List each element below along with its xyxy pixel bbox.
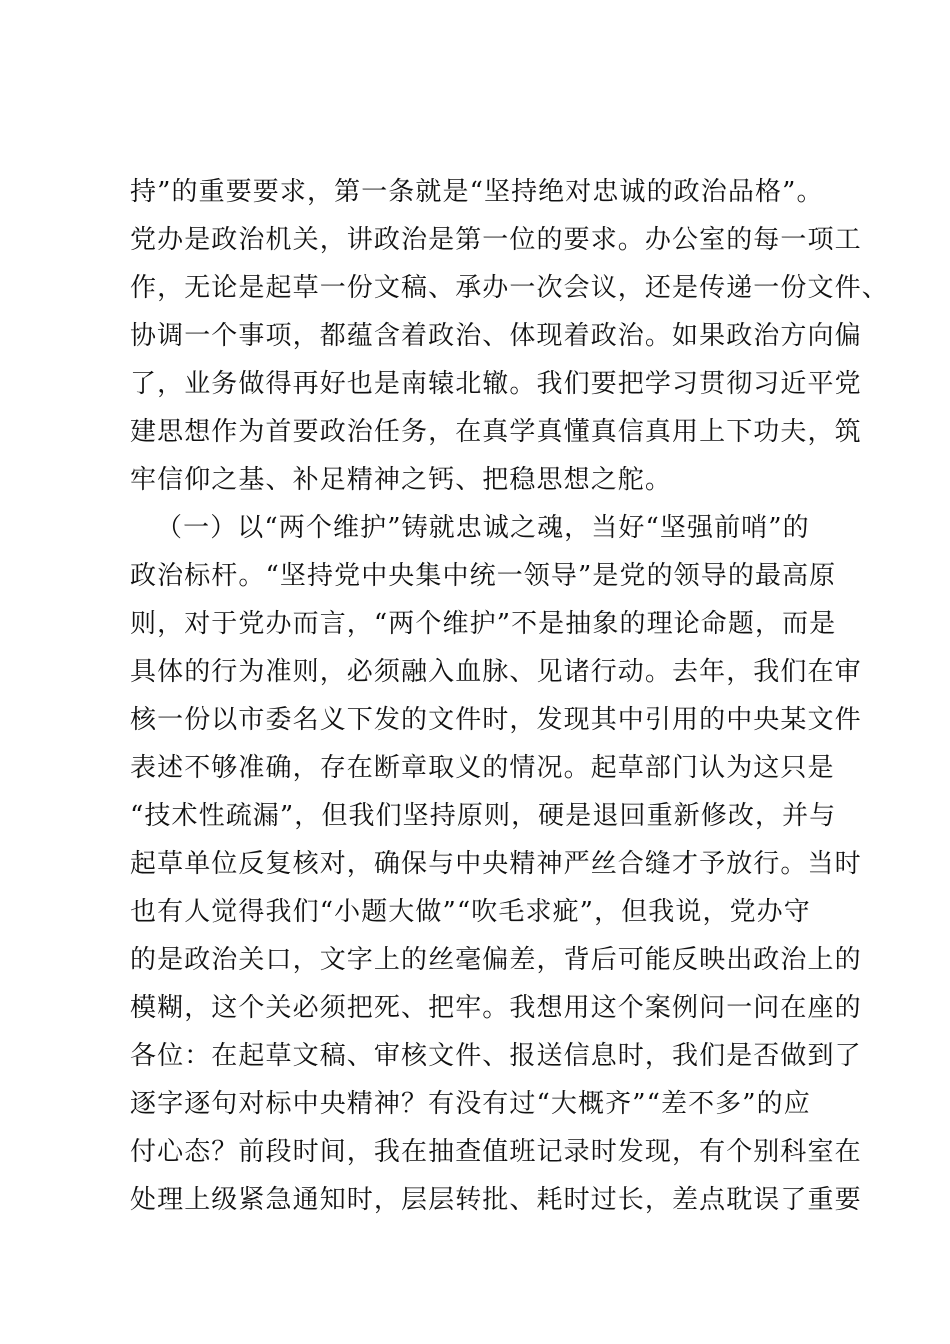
text-line: 牢信仰之基、补足精神之钙、把稳思想之舵。 — [130, 465, 673, 495]
text-line: 模糊，这个关必须把死、把牢。我想用这个案例问一问在座的 — [130, 993, 862, 1023]
text-line: 也有人觉得我们“小题大做”“吹毛求疵”，但我说，党办守 — [130, 897, 811, 927]
text-line: 各位：在起草文稿、审核文件、报送信息时，我们是否做到了 — [130, 1041, 862, 1071]
text-line: 的是政治关口，文字上的丝毫偏差，背后可能反映出政治上的 — [130, 945, 862, 975]
text-line: 具体的行为准则，必须融入血脉、见诸行动。去年，我们在审 — [130, 657, 862, 687]
text-line: 作，无论是起草一份文稿、承办一次会议，还是传递一份文件、 — [130, 273, 889, 303]
text-line: 党办是政治机关，讲政治是第一位的要求。办公室的每一项工 — [130, 225, 862, 255]
text-line: 表述不够准确，存在断章取义的情况。起草部门认为这只是 — [130, 753, 835, 783]
text-line: 建思想作为首要政治任务，在真学真懂真信真用上下功夫，筑 — [130, 417, 862, 447]
text-line: 处理上级紧急通知时，层层转批、耗时过长，差点耽误了重要 — [130, 1185, 862, 1215]
section-heading-line: （一）以“两个维护”铸就忠诚之魂，当好“坚强前哨”的 — [156, 513, 810, 543]
text-line: 付心态？前段时间，我在抽查值班记录时发现，有个别科室在 — [130, 1137, 862, 1167]
text-line: 则，对于党办而言，“两个维护”不是抽象的理论命题，而是 — [130, 609, 837, 639]
text-line: 协调一个事项，都蕴含着政治、体现着政治。如果政治方向偏 — [130, 321, 862, 351]
body-text — [130, 168, 889, 1224]
text-line: 核一份以市委名义下发的文件时，发现其中引用的中央某文件 — [130, 705, 862, 735]
text-line: 了，业务做得再好也是南辕北辙。我们要把学习贯彻习近平党 — [130, 369, 862, 399]
text-line: 起草单位反复核对，确保与中央精神严丝合缝才予放行。当时 — [130, 849, 862, 879]
text-line: 政治标杆。“坚持党中央集中统一领导”是党的领导的最高原 — [130, 561, 837, 591]
text-line: “技术性疏漏”，但我们坚持原则，硬是退回重新修改，并与 — [130, 801, 837, 831]
text-line: 持”的重要要求，第一条就是“坚持绝对忠诚的政治品格”。 — [130, 177, 824, 207]
text-line: 逐字逐句对标中央精神？有没有过“大概齐”“差不多”的应 — [130, 1089, 811, 1119]
